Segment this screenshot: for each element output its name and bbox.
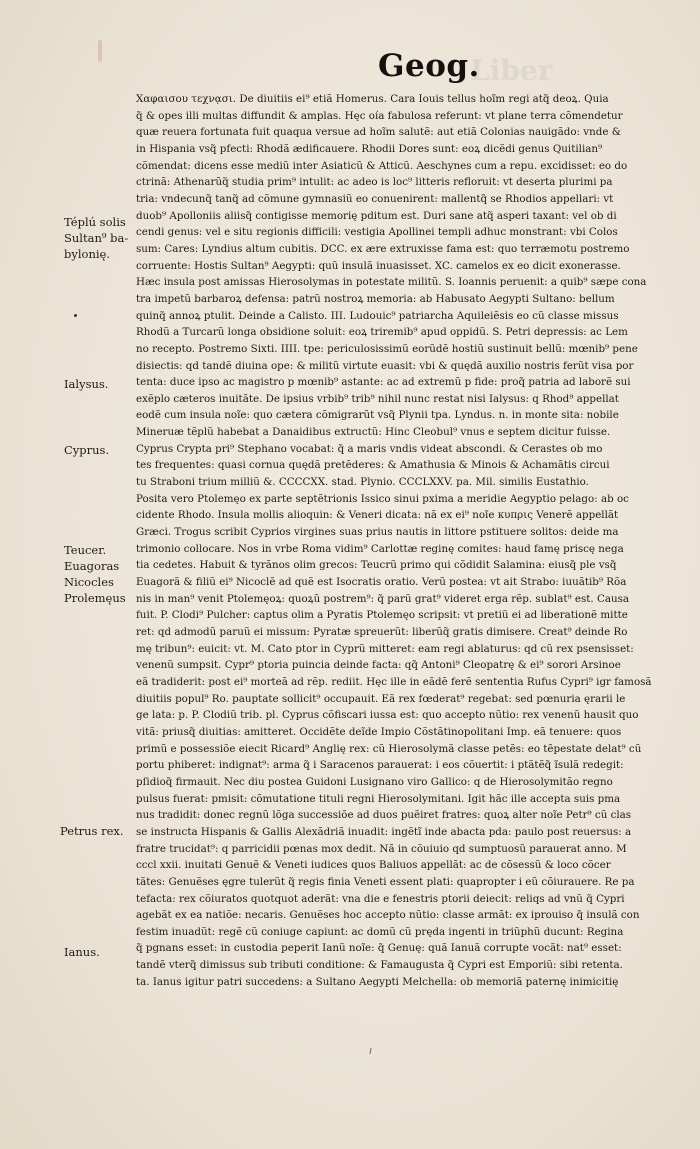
margin-note-ialysus [64, 376, 108, 392]
text-line: Mineruæ tẽplũ habebat a Danaidibus extructũ: Hinc Cleobul⁹ vnus e septem dicitur fuisse. [136, 426, 611, 439]
text-line: portu phiberet: indignat⁹: arma q̃ i Saracenos parauerat: i eos cõuertit: i ptãtẽq̃ ĩsulã redegit: [136, 759, 624, 772]
text-line: nus tradidit: donec regnũ lõga successiõe ad duos puẽiret fratres: quoꝝ alter noĩe Petr⁹ cũ clas [136, 809, 632, 822]
text-line: cccl xxii. inuitati Genuẽ & Veneti iudices quos Baliuos appellãt: ac de cõsessũ & loco cõcer [136, 859, 611, 872]
text-line: sum: Cares: Lyndius altum cubitis. DCC. ex ære extruxisse fama est: quo terræmotu postremo [136, 242, 630, 255]
text-line: quinq̃ annoꝝ ptulit. Deinde a Calisto. III. Ludouic⁹ patriarcha Aquileiẽsis eo cũ classe missus [136, 309, 619, 322]
margin-note-line: bylonię. [64, 247, 111, 261]
text-line: disiectis: qd tandẽ diuina ope: & militũ virtute euasit: vbi & quędã auxilio nostris ferũt visa por [136, 359, 634, 372]
show-through-heading: Liber [470, 54, 553, 87]
text-line: cõmendat: dicens esse mediũ inter Asiaticũ & Atticũ. Aeschynes cum a repu. excidisset: eo do [136, 159, 628, 172]
margin-note-line: Ianus. [64, 945, 100, 959]
text-line: ret: qd admodũ paruũ ei missum: Pyratæ spreuerũt: liberũq̃ gratis dimisere. Creat⁹ deinde Ro [136, 626, 628, 638]
page-heading: Geog. [378, 48, 480, 84]
ink-smudge [98, 40, 102, 62]
margin-note-temple [64, 214, 128, 262]
margin-note-tyrants [64, 542, 126, 606]
text-line: corruente: Hostis Sultan⁹ Aegypti: quũ insulã inuasisset. XC. camelos ex eo dicit exonerasse. [136, 259, 621, 272]
text-line: tu Straboni trium milliũ &. CCCCXX. stad. Plynio. CCCLXXV. pa. Mil. similis Eustathio. [136, 476, 589, 489]
text-line: tra impetũ barbaroꝝ defensa: patrũ nostroꝝ memoria: ab Habusato Aegypti Sultano: bellum [136, 292, 615, 305]
margin-note-line: Sultan⁹ ba- [64, 231, 129, 245]
text-line: tes frequentes: quasi cornua quędã pretẽderes: & Amathusia & Minois & Achamãtis circui [136, 459, 610, 472]
text-line: Hæc insula post amissas Hierosolymas in potestate militũ. S. Ioannis peruenit: a quib⁹ sæpe cona [136, 276, 647, 289]
text-line: no recepto. Postremo Sixti. IIII. tpe: periculosissimũ eorũdẽ hostiũ sustinuit bellũ: mœnib⁹ pene [136, 342, 638, 355]
margin-note-cyprus [64, 442, 109, 458]
text-line: pſidioq̃ firmauit. Nec diu postea Guidoni Lusignano viro Gallico: q de Hierosolymitão regno [136, 775, 613, 788]
text-line: duob⁹ Apolloniis aliisq̃ contigisse memorię pditum est. Duri sane atq̃ asperi taxant: vel ob di [136, 209, 617, 222]
text-line: Græci. Trogus scribit Cyprios virgines suas prius nautis in littore pstituere solitos: deide ma [136, 526, 619, 539]
text-line: tria: vndecunq̃ tanq̃ ad cõmune gymnasiũ eo conuenirent: mallentq̃ se Rhodios appellari: vt [136, 192, 614, 205]
text-line: fratre trucidat⁹: q parricidii pœnas mox dedit. Nã in cõuiuio qd sumptuosũ parauerat anno. M [136, 842, 627, 855]
text-line: quæ reuera fortunata fuit quaqua versue ad hoĩm salutẽ: aut etiã Colonias nauigãdo: vnde & [136, 126, 621, 139]
text-line: nis in man⁹ venit Ptolemęoꝝ: quoꝝũ postrem⁹: q̃ parũ grat⁹ videret erga rẽp. sublat⁹ est. Causa [136, 592, 630, 605]
text-line: q̃ pgnans esset: in custodia peperit Ianũ noĩe: q̃ Genuę: quã Ianuã corrupte vocãt: nat⁹ esset: [136, 942, 622, 955]
text-line: tefacta: rex cõiuratos quotquot aderãt: vna die e fenestris ptorii deiecit: reliqs ad vnũ q̃ Cypri [136, 892, 625, 905]
main-text-block [136, 91, 680, 990]
text-line: Posita vero Ptolemęo ex parte septẽtrionis Issico sinui pxima a meridie Aegyptio pelago: ab oc [136, 492, 629, 505]
text-line: tenta: duce ipso ac magistro p mœnib⁹ astante: ac ad extremũ p fide: proq̃ patria ad laborẽ sui [136, 376, 631, 389]
page-mark [369, 1048, 371, 1054]
text-line: ctrinã: Athenarũq̃ studia prim⁹ intulit: ac adeo is loc⁹ litteris refloruit: vt deserta plurimi pa [136, 176, 613, 189]
margin-note-line: Teucer. [64, 543, 107, 557]
text-line: q̃ & opes illi multas diffundit & amplas. Hęc oía fabulosa referunt: vt plane terra cõmendetur [136, 109, 623, 122]
text-line: primũ e possessiõe eiecit Ricard⁹ Anglię rex: cũ Hierosolymã classe petẽs: eo tẽpestate delat⁹ cũ [136, 742, 642, 755]
text-line: cendi genus: vel e situ regionis difficili: vestigia Apollinei templi adhuc monstrant: vbi Colos [136, 226, 618, 239]
margin-note-line: Petrus rex. [60, 824, 124, 838]
text-line: fuit. P. Clodi⁹ Pulcher: captus olim a Pyratis Ptolemęo scripsit: vt pretiũ ei ad liberationẽ mitte [136, 609, 628, 622]
margin-note-line: Euagoras [64, 559, 120, 573]
margin-note-line: Ialysus. [64, 377, 109, 391]
margin-note-petrus [60, 823, 124, 839]
text-line: tia cedetes. Habuit & tyrãnos olim grecos: Teucrũ primo qui cõdidit Salamina: eiusq̃ ple vsq̃ [136, 559, 617, 572]
text-line: tandẽ vterq̃ dimissus sub tributi conditione: & Famaugusta q̃ Cypri est Emporiũ: sibi retenta. [136, 959, 623, 972]
text-line: eodẽ cum insula noĩe: quo cætera cõmigrarũt vsq̃ Plynii tpa. Lyndus. n. in monte sita: nobile [136, 409, 619, 422]
margin-dot [74, 314, 77, 317]
text-line: se instructa Hispanis & Gallis Alexãdriã inuadit: ingẽtĩ inde abacta pda: paulo post reuersus: a [136, 825, 632, 838]
margin-note-ianus [64, 944, 100, 960]
text-line: cidente Rhodo. Insula mollis alioquin: & Veneri dicata: nã ex ei⁹ noĩe κυπρις Venerẽ appellãt [136, 509, 619, 522]
text-line: agebãt ex ea natiõe: necaris. Genuẽses hoc accepto nũtio: classe armãt: ex iprouiso q̃ insulã con [136, 909, 640, 922]
text-line: Χαφαισου τεχνᾳσι. De diuitiis ei⁹ etiã Homerus. Cara Iouis tellus hoĩm regi atq̃ deoꝝ. Quia [136, 93, 609, 105]
text-line: ta. Ianus igitur patri succedens: a Sultano Aegypti Melchella: ob memoriã paternę inimicitię [136, 975, 619, 988]
text-line: Rhodũ a Turcarũ longa obsidione soluit: eoꝝ triremib⁹ apud oppidũ. S. Petri depressis: ac Lem [136, 326, 628, 339]
margin-note-line: Cyprus. [64, 443, 110, 457]
margin-note-line: Nicocles [64, 575, 114, 589]
margin-note-line: Prolemęus [64, 591, 126, 605]
text-line: exẽplo cæteros inuitãte. De ipsius vrbib⁹ trib⁹ nihil nunc restat nisi Ialysus: q Rhod⁹ appellat [136, 392, 619, 405]
margin-note-line: Téplú solis [64, 215, 126, 229]
text-line: mę tribun⁹: euicit: vt. M. Cato ptor in Cyprũ mitteret: eam regi ablaturus: qd cũ rex psensisset: [136, 642, 634, 655]
text-line: vitã: priusq̃ diuitias: amitteret. Occidẽte deĩde Impio Cõstãtinopolitani Imp. eã tenuere: quos [136, 725, 622, 738]
text-line: eã tradiderit: post ei⁹ morteã ad rẽp. rediit. Hęc ille in eãdẽ ferẽ sententia Rufus Cypri⁹ igr famosã [136, 675, 652, 688]
text-line: festim inuadũt: regẽ cũ coniuge capiunt: ac domũ cũ pręda ingenti in triũphũ ducunt: Regina [136, 925, 624, 938]
text-line: in Hispania vsq̃ pfecti: Rhodã ædificauere. Rhodii Dores sunt: eoꝝ dicẽdi genus Quitilian⁹ [136, 142, 603, 155]
text-line: Cyprus Crypta pri⁹ Stephano vocabat: q̃ a maris vndis videat abscondi. & Cerastes ob mo [136, 442, 603, 455]
text-line: ge lata: p. P. Clodiũ trib. pl. Cyprus cõfiscari iussa est: quo accepto nũtio: rex venenũ hausit quo [136, 709, 639, 722]
text-line: tãtes: Genuẽses ęgre tulerũt q̃ regis finia Veneti essent plati: quapropter i eũ cõiurauere. Re pa [136, 875, 635, 888]
text-line: venenũ sumpsit. Cypr⁹ ptoria puincia deinde facta: qq̃ Antoni⁹ Cleopatrę & ei⁹ sorori Arsinoe [136, 659, 621, 672]
text-line: diuitiis popul⁹ Ro. pauptate sollicit⁹ occupauit. Eã rex fœderat⁹ regebat: sed pœnuria ęrarii le [136, 692, 626, 705]
text-line: trimonio collocare. Nos in vrbe Roma vidim⁹ Carlottæ reginę comites: haud famę priscę nega [136, 542, 624, 555]
text-line: pulsus fuerat: pmisit: cõmutatione tituli regni Hierosolymitani. Igit hãc ille accepta suis pma [136, 792, 621, 805]
text-line: Euagorã & filiũ ei⁹ Nicoclẽ ad quẽ est Isocratis oratio. Verũ postea: vt ait Strabo: iuuãtib⁹ Rõa [136, 576, 627, 589]
